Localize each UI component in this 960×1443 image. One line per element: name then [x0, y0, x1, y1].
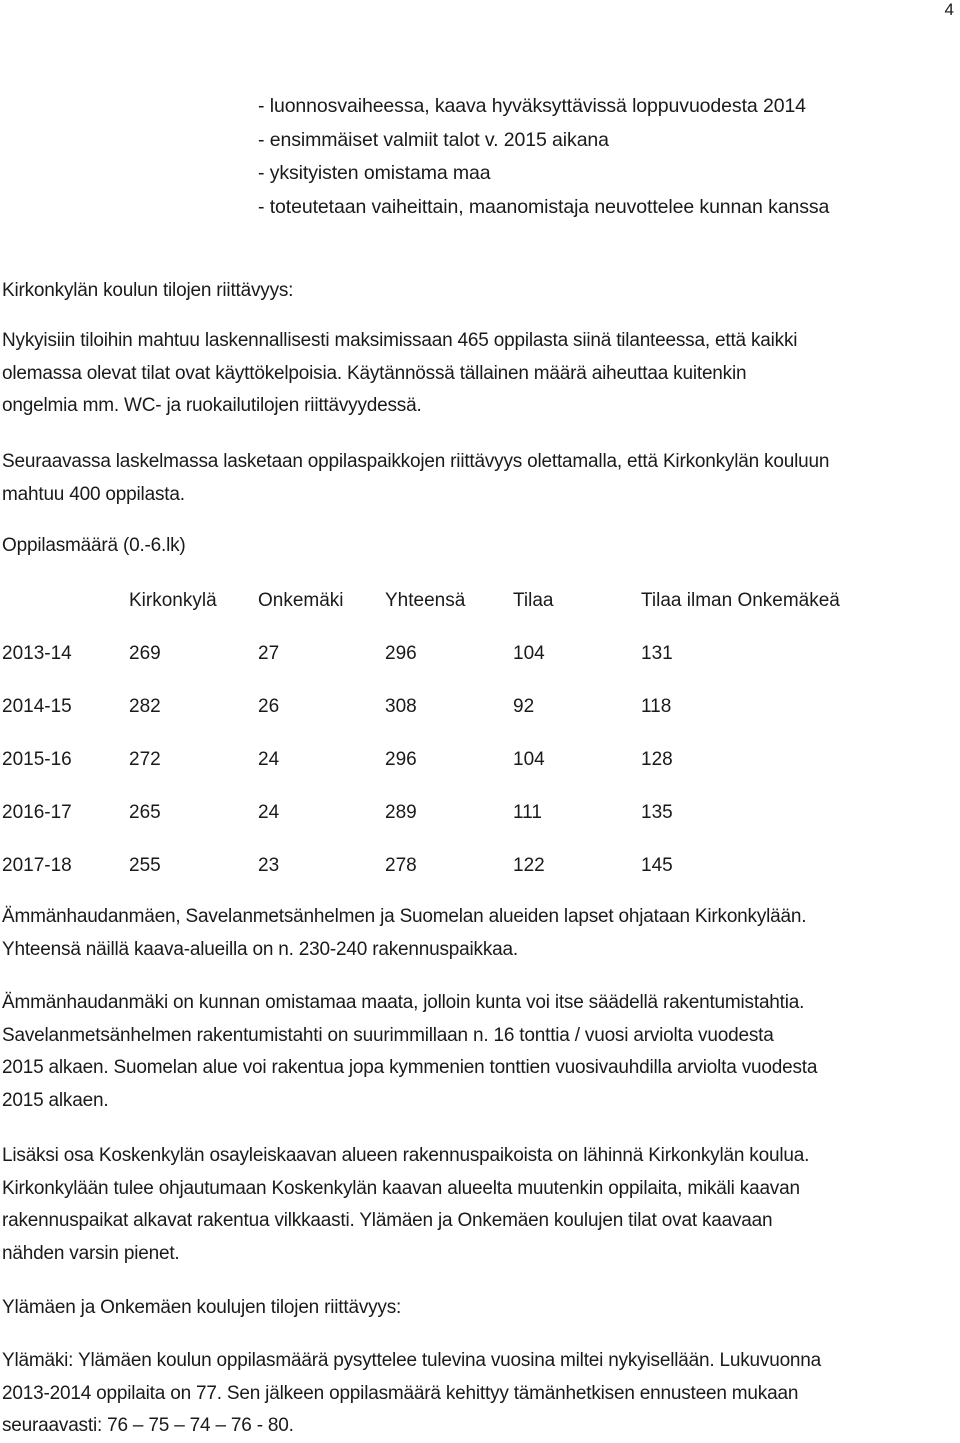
- table-cell: 104: [513, 749, 545, 770]
- header-cell: Tilaa ilman Onkemäkeä: [641, 590, 840, 611]
- build-rate-paragraph: Ämmänhaudanmäki on kunnan omistamaa maata, jolloin kunta voi itse säädellä rakentumistahtia. Savelanmetsänhelmen rakentumistahti on suurimmillaan n. 16 tonttia / vuosi arviolta vuodesta 2015 alkaen. Suomelan alue voi rakentua jopa kymmenien tonttien vuosivauhdilla arviolta vuodesta 2015 alkaen.: [2, 992, 818, 1111]
- table-cell: 92: [513, 696, 535, 717]
- header-cell: Onkemäki: [258, 590, 344, 611]
- table-cell: 2013-14: [2, 643, 72, 664]
- table-cell: 27: [258, 643, 280, 664]
- table-caption: Oppilasmäärä (0.-6.lk): [2, 535, 186, 556]
- table-cell: 145: [641, 855, 673, 876]
- koskenkyla-paragraph: Lisäksi osa Koskenkylän osayleiskaavan alueen rakennuspaikoista on lähinnä Kirkonkylän koulua. Kirkonkylään tulee ohjautumaan Koskenkylän kaavan alueelta muutenkin oppilaita, mikäli kaavan rakennuspaikat alkavat rakentua vilkkaasti. Ylämäen ja Onkemäen koulujen tilat ovat kaavaan nähden varsin pienet.: [2, 1145, 810, 1264]
- table-row: [2, 689, 942, 742]
- table-cell: 24: [258, 749, 280, 770]
- table-cell: 282: [129, 696, 161, 717]
- table-cell: 272: [129, 749, 161, 770]
- calculation-paragraph: Seuraavassa laskelmassa lasketaan oppilaspaikkojen riittävyys olettamalla, että Kirkonkylän kouluun mahtuu 400 oppilasta.: [2, 451, 830, 505]
- ylamaki-paragraph: Ylämäki: Ylämäen koulun oppilasmäärä pysyttelee tulevina vuosina miltei nykyisellään. Lukuvuonna 2013-2014 oppilaita on 77. Sen jälkeen oppilasmäärä kehittyy tämänhetkisen ennusteen mukaan seuraavasti: 76 – 75 – 74 – 76 - 80.: [2, 1350, 822, 1436]
- table-cell: 296: [385, 749, 417, 770]
- table-cell: 122: [513, 855, 545, 876]
- header-cell: Yhteensä: [385, 590, 466, 611]
- table-cell: 296: [385, 643, 417, 664]
- table-cell: 2015-16: [2, 749, 72, 770]
- second-section-heading: Ylämäen ja Onkemäen koulujen tilojen riittävyys:: [2, 1297, 402, 1318]
- table-cell: 289: [385, 802, 417, 823]
- table-cell: 23: [258, 855, 280, 876]
- table-row: [2, 742, 942, 795]
- table-cell: 128: [641, 749, 673, 770]
- table-cell: 24: [258, 802, 280, 823]
- table-cell: 2014-15: [2, 696, 72, 717]
- header-cell: Tilaa: [513, 590, 554, 611]
- table-cell: 111: [513, 802, 542, 823]
- table-row: [2, 795, 942, 848]
- bullet-item: - ensimmäiset valmiit talot v. 2015 aikana: [258, 128, 609, 151]
- bullet-item: - toteutetaan vaiheittain, maanomistaja neuvottelee kunnan kanssa: [258, 195, 830, 218]
- table-cell: 131: [641, 643, 673, 664]
- areas-paragraph: Ämmänhaudanmäen, Savelanmetsänhelmen ja Suomelan alueiden lapset ohjataan Kirkonkylään. Yhteensä näillä kaava-alueilla on n. 230-240 rakennuspaikkaa.: [2, 906, 807, 960]
- table-header-row: [2, 583, 942, 636]
- table-cell: 135: [641, 802, 673, 823]
- table-row: [2, 848, 942, 901]
- table-cell: 2016-17: [2, 802, 72, 823]
- table-cell: 278: [385, 855, 417, 876]
- bullet-list: [258, 90, 829, 224]
- capacity-paragraph: Nykyisiin tiloihin mahtuu laskennallisesti maksimissaan 465 oppilasta siinä tilanteessa, että kaikki olemassa olevat tilat ovat käyttökelpoisia. Käytännössä tällainen määrä aiheuttaa kuitenkin ongelmia mm. WC- ja ruokailutilojen riittävyydessä.: [2, 330, 798, 416]
- bullet-item: - luonnosvaiheessa, kaava hyväksyttävissä loppuvuodesta 2014: [258, 95, 806, 117]
- table-cell: 104: [513, 643, 545, 664]
- table-cell: 255: [129, 855, 161, 876]
- header-cell: Kirkonkylä: [129, 590, 217, 611]
- table-cell: 118: [641, 696, 672, 717]
- table-cell: 265: [129, 802, 161, 823]
- bullet-item: - yksityisten omistama maa: [258, 162, 491, 184]
- pupil-count-table: [2, 583, 942, 901]
- table-cell: 269: [129, 643, 161, 664]
- table-row: [2, 636, 942, 689]
- table-cell: 308: [385, 696, 417, 717]
- table-cell: 26: [258, 696, 280, 717]
- section-heading: Kirkonkylän koulun tilojen riittävyys:: [2, 280, 294, 301]
- table-cell: 2017-18: [2, 855, 72, 876]
- page-number: 4: [944, 0, 954, 19]
